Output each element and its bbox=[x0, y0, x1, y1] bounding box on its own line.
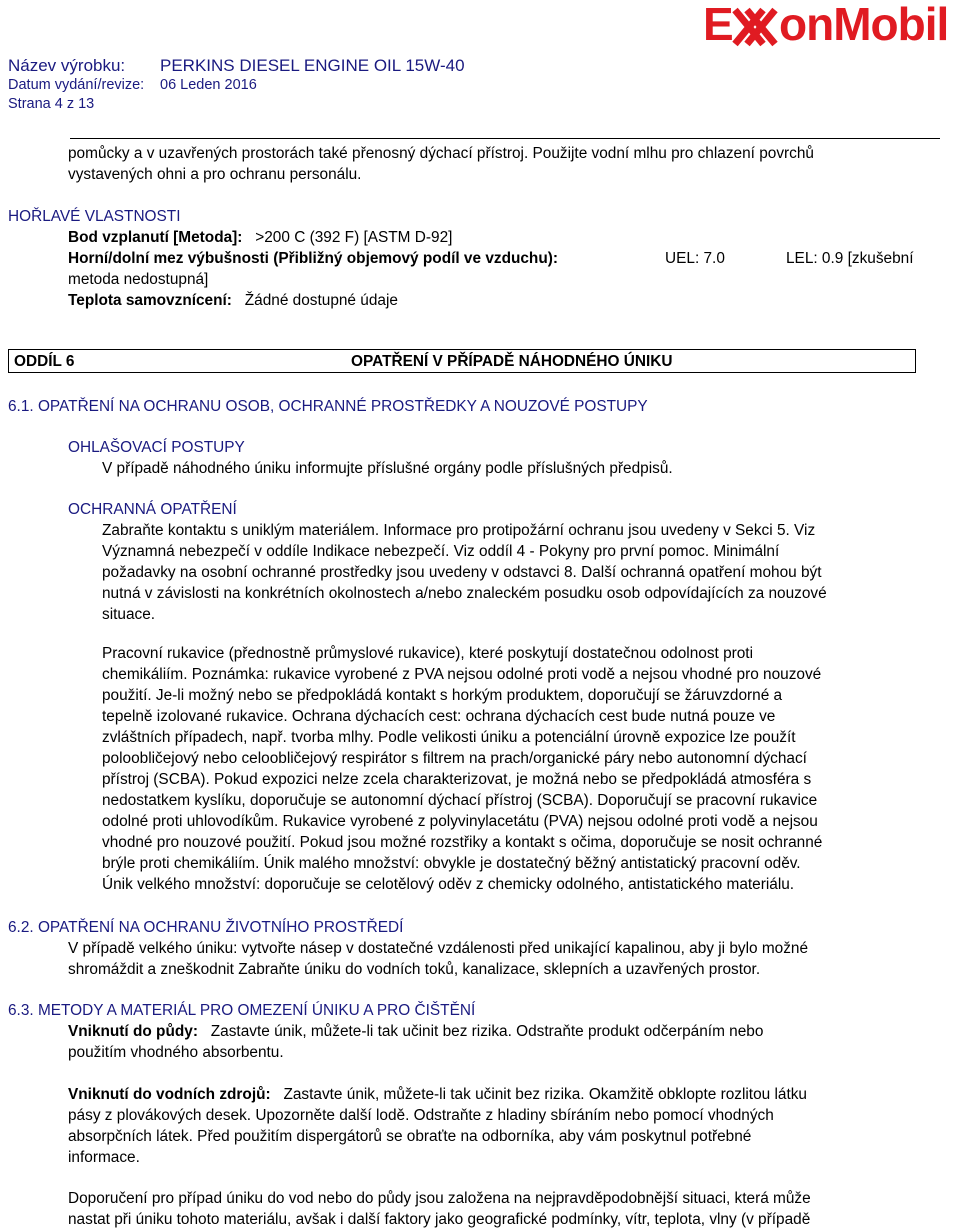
svg-text:E: E bbox=[703, 0, 733, 50]
product-name-value: PERKINS DIESEL ENGINE OIL 15W-40 bbox=[160, 56, 465, 75]
protective-line: požadavky na osobní ochranné prostředky jsou uvedeny v odstavci 8. Další ochranná opatření mohou být bbox=[102, 564, 822, 581]
exxonmobil-logo-icon bbox=[701, 0, 956, 50]
recommendation-line: nastat při úniku tohoto materiálu, avšak i další faktory jako geografické podmínky, vítr, teplota, vlny (v případě bbox=[68, 1211, 811, 1228]
page-number: Strana 4 z 13 bbox=[8, 96, 95, 112]
water-text: Zastavte únik, můžete-li tak učinit bez rizika. Okamžitě obklopte rozlitou látku bbox=[283, 1086, 807, 1103]
explosion-limits-label: Horní/dolní mez výbušnosti (Přibližný objemový podíl ve vzduchu): bbox=[68, 250, 558, 267]
gloves-line: použití. Je-li možný nebo se předpokládá kontakt s horkým produktem, doporučují se žáruvzdorné a bbox=[102, 687, 783, 704]
gloves-paragraph bbox=[102, 643, 822, 895]
header-divider bbox=[70, 138, 940, 139]
section-6-3-heading: 6.3. METODY A MATERIÁL PRO OMEZENÍ ÚNIKU A PRO ČIŠTĚNÍ bbox=[8, 1002, 476, 1019]
notification-heading: OHLAŠOVACÍ POSTUPY bbox=[68, 439, 245, 456]
gloves-line: odolné proti uhlovodíkům. Rukavice vyrobené z polyvinylacetátu (PVA) nejsou odolné proti vodě a nejsou bbox=[102, 813, 818, 830]
gloves-line: chemikáliím. Poznámka: rukavice vyrobené z PVA nejsou odolné proti vodě a nejsou vhodné pro nouzové bbox=[102, 666, 822, 683]
section-6-header bbox=[8, 349, 916, 373]
notification-text: V případě náhodného úniku informujte příslušné orgány podle příslušných předpisů. bbox=[102, 460, 673, 477]
svg-text:onMobil: onMobil bbox=[779, 0, 949, 50]
revision-date-value: 06 Leden 2016 bbox=[160, 77, 257, 93]
soil-text: Zastavte únik, můžete-li tak učinit bez rizika. Odstraňte produkt odčerpáním nebo bbox=[210, 1023, 764, 1040]
flash-point-row bbox=[68, 227, 452, 248]
section-6-1-heading: 6.1. OPATŘENÍ NA OCHRANU OSOB, OCHRANNÉ PROSTŘEDKY A NOUZOVÉ POSTUPY bbox=[8, 398, 648, 415]
water-line: absorpčních látek. Před použitím dispergátorů se obraťte na odborníka, aby vám poskytnul potřebné bbox=[68, 1128, 752, 1145]
protective-line: Významná nebezpečí v oddíle Indikace nebezpečí. Viz oddíl 4 - Pokyny pro první pomoc. Minimální bbox=[102, 543, 780, 560]
flash-point-label: Bod vzplanutí [Metoda]: bbox=[68, 229, 243, 246]
environment-line: shromáždit a zneškodnit Zabraňte úniku do vodních toků, kanalizace, sklepních a uzavřených prostor. bbox=[68, 961, 761, 978]
uel-value: UEL: 7.0 bbox=[665, 250, 725, 267]
gloves-line: zvláštních případech, např. tvorba mlhy. Podle velikosti úniku a potenciální úrovně expozice lze použít bbox=[102, 729, 796, 746]
environment-paragraph bbox=[68, 938, 808, 980]
recommendation-paragraph bbox=[68, 1188, 811, 1230]
protective-line: Zabraňte kontaktu s uniklým materiálem. Informace pro protipožární ochranu jsou uvedeny v Sekci 5. Viz bbox=[102, 522, 816, 539]
water-row bbox=[68, 1084, 807, 1105]
water-paragraph bbox=[68, 1105, 774, 1168]
gloves-line: poloobličejový nebo celoobličejový respirátor s filtrem na prach/organické páry nebo autonomní dýchací bbox=[102, 750, 807, 767]
gloves-line: tepelně izolované rukavice. Ochrana dýchacích cest: ochrana dýchacích cest bude nutná pouze ve bbox=[102, 708, 776, 725]
intro-line-1: pomůcky a v uzavřených prostorách také přenosný dýchací přístroj. Použijte vodní mlhu pro chlazení povrchů bbox=[68, 145, 814, 162]
revision-date-label: Datum vydání/revize: bbox=[8, 77, 145, 93]
gloves-line: nedostatkem kyslíku, doporučuje se autonomní dýchací přístroj (SCBA). Doporučují se pracovní rukavice bbox=[102, 792, 818, 809]
water-line: informace. bbox=[68, 1149, 140, 1166]
exxonmobil-logo bbox=[701, 0, 956, 59]
gloves-line: Pracovní rukavice (přednostně průmyslové rukavice), které poskytují dostatečnou odolnost proti bbox=[102, 645, 754, 662]
flammability-heading: HOŘLAVÉ VLASTNOSTI bbox=[8, 208, 181, 225]
water-line: pásy z plovákových desek. Upozorněte další lodě. Odstraňte z hladiny sbíráním nebo pomocí vhodných bbox=[68, 1107, 774, 1124]
environment-line: V případě velkého úniku: vytvořte násep v dostatečné vzdálenosti před unikající kapalinou, aby ji bylo možné bbox=[68, 940, 809, 957]
product-name-label: Název výrobku: bbox=[8, 56, 126, 75]
gloves-line: vhodné pro nouzové použití. Pokud jsou možné rozstřiky a kontakt s očima, doporučuje se nosit ochranné bbox=[102, 834, 823, 851]
gloves-line: Únik velkého množství: doporučuje se celotělový oděv z chemicky odolného, antistatického materiálu. bbox=[102, 876, 795, 893]
soil-row bbox=[68, 1021, 763, 1042]
water-label: Vniknutí do vodních zdrojů: bbox=[68, 1086, 271, 1103]
section-6-title: OPATŘENÍ V PŘÍPADĚ NÁHODNÉHO ÚNIKU bbox=[351, 353, 673, 370]
gloves-line: brýle proti chemikáliím. Únik malého množství: obvykle je dostatečný běžný antistatický pracovní oděv. bbox=[102, 855, 801, 872]
protective-measures-text bbox=[102, 520, 827, 625]
section-6-2-heading: 6.2. OPATŘENÍ NA OCHRANU ŽIVOTNÍHO PROSTŘEDÍ bbox=[8, 919, 404, 936]
lel-value: LEL: 0.9 [zkušební bbox=[786, 250, 914, 267]
autoignition-value: Žádné dostupné údaje bbox=[244, 292, 398, 309]
flash-point-value: >200 C (392 F) [ASTM D-92] bbox=[255, 229, 453, 246]
protective-measures-heading: OCHRANNÁ OPATŘENÍ bbox=[68, 501, 237, 518]
soil-label: Vniknutí do půdy: bbox=[68, 1023, 198, 1040]
soil-line-2: použitím vhodného absorbentu. bbox=[68, 1044, 284, 1061]
autoignition-row bbox=[68, 290, 398, 311]
explosion-limits-line-2: metoda nedostupná] bbox=[68, 271, 209, 288]
gloves-line: přístroj (SCBA). Pokud expozici nelze zcela charakterizovat, je možná nebo se předpokládá atmosféra s bbox=[102, 771, 812, 788]
section-6-label: ODDÍL 6 bbox=[14, 353, 75, 370]
intro-line-2: vystavených ohni a pro ochranu personálu. bbox=[68, 166, 362, 183]
protective-line: situace. bbox=[102, 606, 156, 623]
recommendation-line: Doporučení pro případ úniku do vod nebo do půdy jsou založena na nejpravděpodobnější situaci, která může bbox=[68, 1190, 811, 1207]
protective-line: nutná v závislosti na konkrétních okolnostech a/nebo znaleckém posudku osob odpovídajících za nouzové bbox=[102, 585, 827, 602]
autoignition-label: Teplota samovznícení: bbox=[68, 292, 232, 309]
